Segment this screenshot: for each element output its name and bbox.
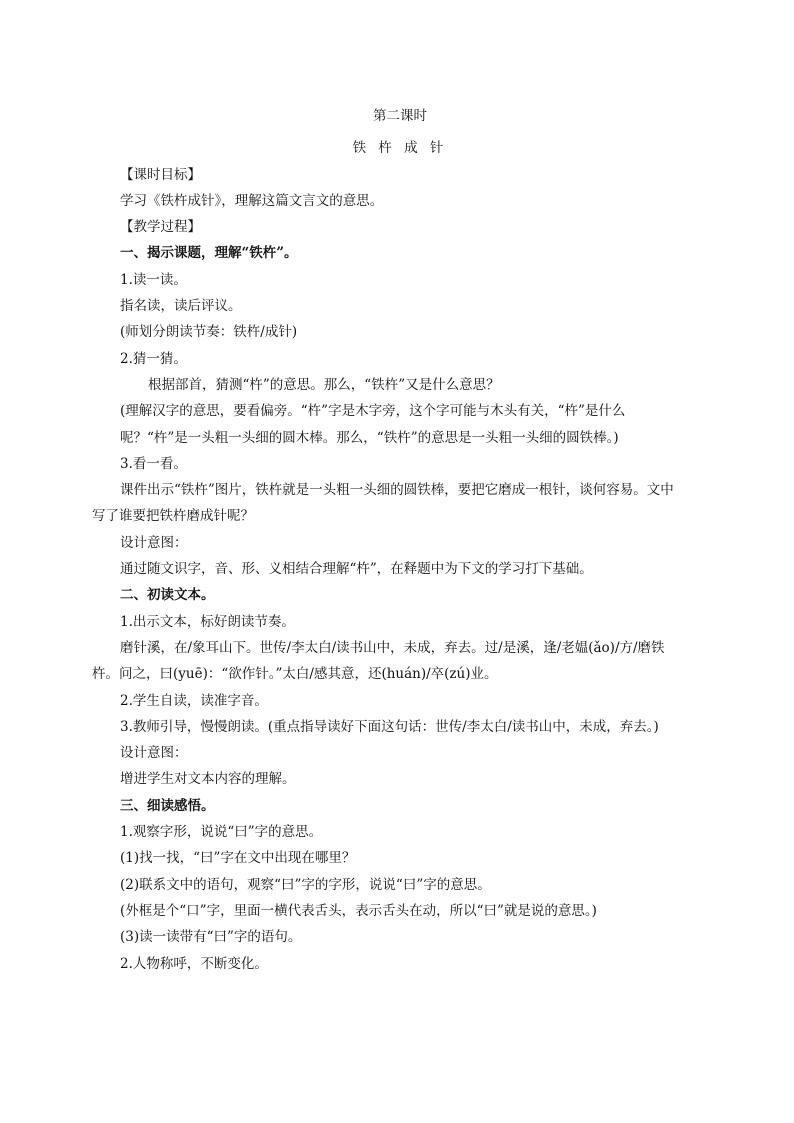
- step-2-2: 2.学生自读，读准字音。: [120, 692, 268, 709]
- section-3-heading: 三、细读感悟。: [120, 797, 215, 814]
- step-2-3: 3.教师引导，慢慢朗读。(重点指导读好下面这句话：世传/李太白/读书山中，未成，弃去。): [120, 718, 659, 735]
- step-1-2: 2.猜一猜。: [120, 350, 187, 367]
- step-1-1: 1.读一读。: [120, 271, 187, 288]
- step-3-1b: (2)联系文中的语句，观察“曰”字的字形，说说“曰”字的意思。: [120, 876, 491, 893]
- page-title: 第二课时: [373, 108, 427, 124]
- step-1-1a: 指名读，读后评议。: [120, 298, 242, 315]
- design-intent-2-text: 增进学生对文本内容的理解。: [120, 771, 296, 788]
- step-3-2: 2.人物称呼，不断变化。: [120, 955, 268, 972]
- document-body: [92, 103, 680, 977]
- step-1-2a: 根据部首，猜测“杵”的意思。那么，“铁杵”又是什么意思？: [148, 376, 500, 393]
- lesson-title: 铁 杵 成 针: [352, 140, 448, 157]
- step-2-1: 1.出示文本，标好朗读节奏。: [120, 613, 295, 630]
- design-intent-1-label: 设计意图：: [120, 534, 188, 551]
- goal-heading: 【课时目标】: [120, 166, 201, 183]
- section-1-heading: 一、揭示课题，理解“铁杵”。: [120, 245, 298, 262]
- goal-text: 学习《铁杵成针》，理解这篇文言文的意思。: [120, 192, 384, 209]
- section-2-heading: 二、初读文本。: [120, 587, 215, 604]
- step-1-3a: 课件出示“铁杵”图片，铁杵就是一头粗一头细的圆铁棒，要把它磨成一根针，谈何容易。文中写了谁要把铁杵磨成针呢？: [92, 482, 674, 525]
- design-intent-1-text: 通过随文识字，音、形、义相结合理解“杵”，在释题中为下文的学习打下基础。: [120, 561, 593, 578]
- step-3-1c: (外框是个“口”字，里面一横代表舌头，表示舌头在动，所以“曰”就是说的意思。): [120, 902, 597, 919]
- process-heading: 【教学过程】: [120, 219, 201, 236]
- step-3-1a: (1)找一找，“曰”字在文中出现在哪里？: [120, 850, 356, 867]
- step-1-1b: (师划分朗读节奏：铁杵/成针): [120, 324, 298, 341]
- step-1-3: 3.看一看。: [120, 455, 187, 472]
- design-intent-2-label: 设计意图：: [120, 745, 188, 762]
- step-3-1: 1.观察字形，说说“曰”字的意思。: [120, 824, 323, 841]
- step-3-1d: (3)读一读带有“曰”字的语句。: [120, 929, 302, 946]
- classical-text: 磨针溪，在/象耳山下。世传/李太白/读书山中，未成，弃去。过/是溪，逢/老媪(ǎo)/方/磨铁杵。问之，曰(yuē)：“欲作针。”太白/感其意，还(huán)/卒(zú)业。: [92, 639, 665, 683]
- step-1-2b: (理解汉字的意思，要看偏旁。“杵”字是木字旁，这个字可能与木头有关，“杵”是什么呢？“杵”是一头粗一头细的圆木棒。那么，“铁杵”的意思是一头粗一头细的圆铁棒。): [120, 403, 626, 446]
